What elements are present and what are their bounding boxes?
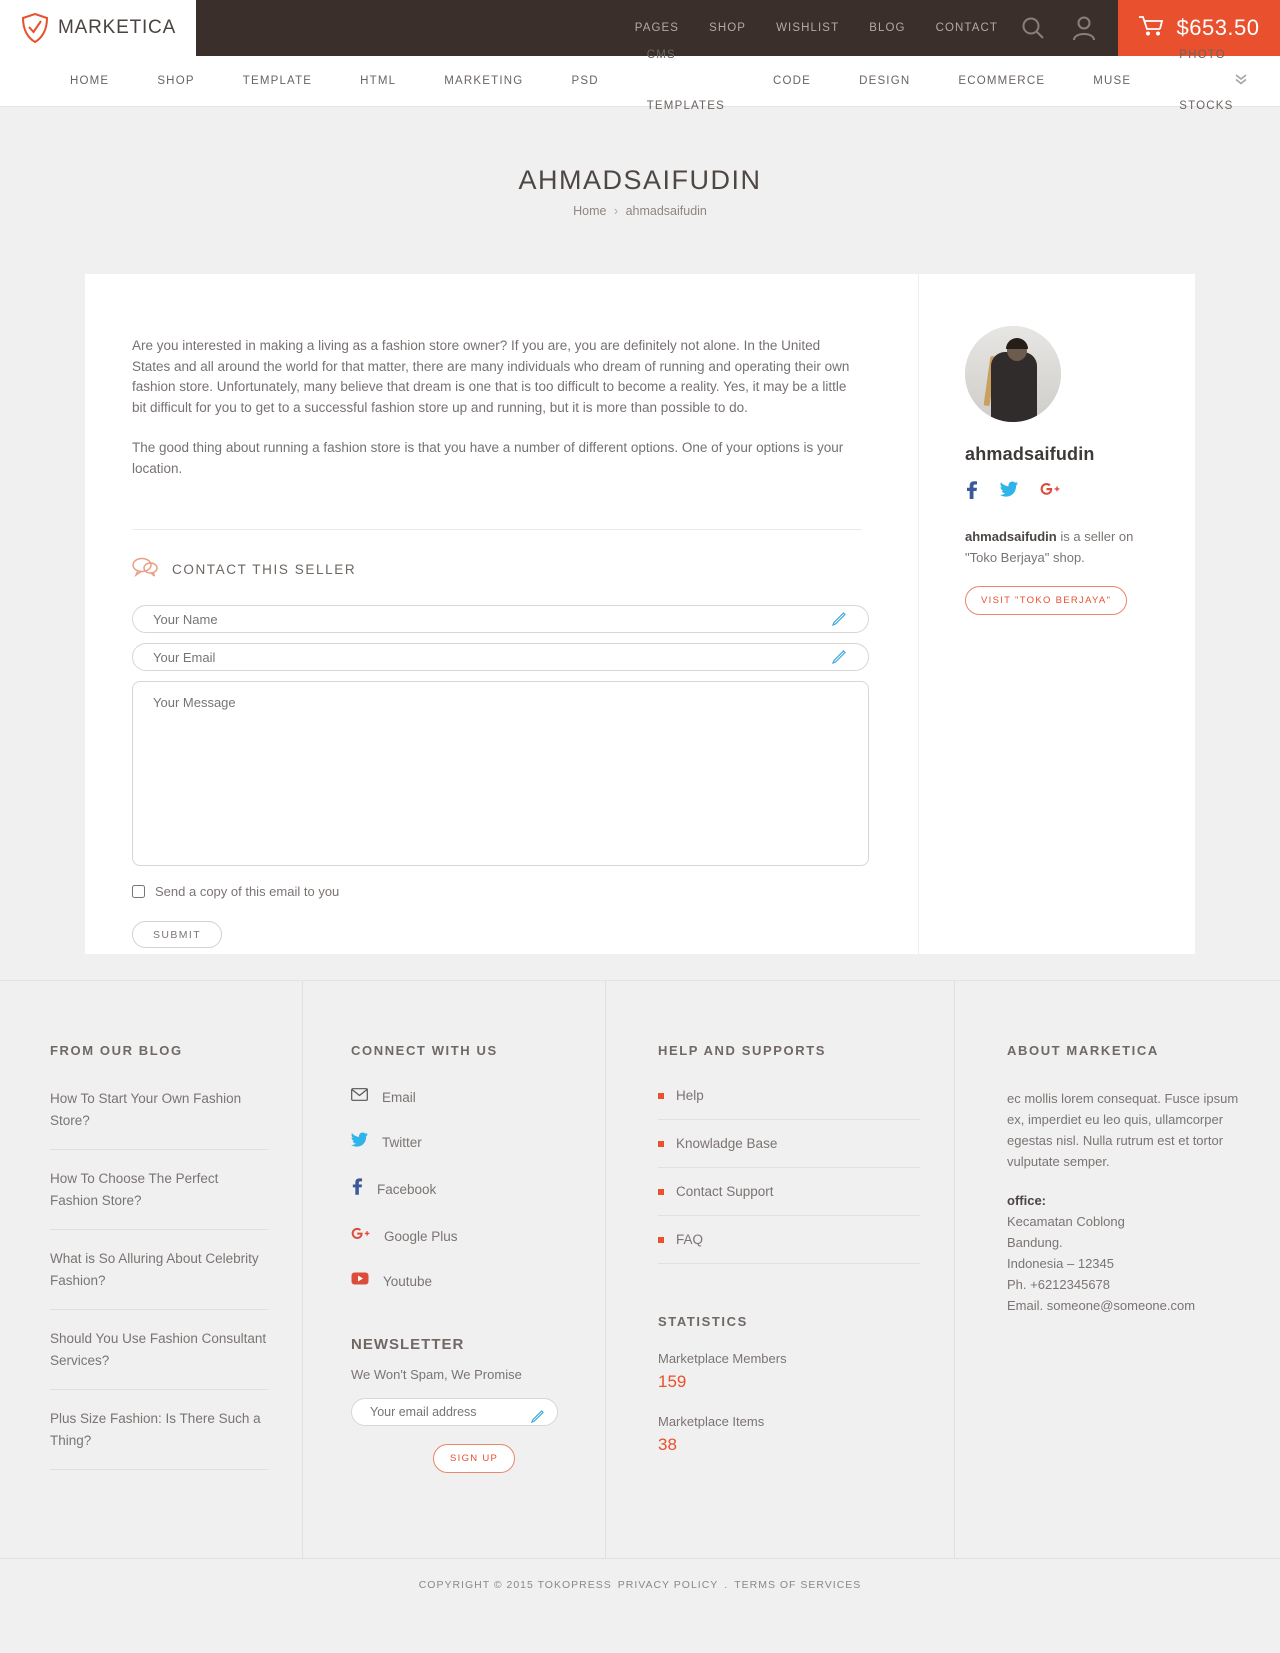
footer-help-heading: HELP AND SUPPORTS xyxy=(658,1043,827,1058)
footer-connect-heading: CONNECT WITH US xyxy=(351,1043,498,1058)
newsletter-email-input[interactable] xyxy=(351,1398,558,1426)
bullet-square-icon xyxy=(658,1093,664,1099)
list-item xyxy=(658,1088,920,1120)
profile-card xyxy=(85,274,1195,954)
newsletter-heading: NEWSLETTER xyxy=(351,1336,465,1353)
top-icon-group xyxy=(1020,0,1118,56)
bullet-square-icon xyxy=(658,1141,664,1147)
visit-shop-button[interactable]: VISIT "TOKO BERJAYA" xyxy=(965,586,1127,615)
footer-blog-heading: FROM OUR BLOG xyxy=(50,1043,183,1058)
breadcrumb-separator: › xyxy=(613,204,619,218)
breadcrumb-current: ahmadsaifudin xyxy=(625,204,707,218)
list-item xyxy=(50,1248,268,1310)
nav-item-psd[interactable]: PSD xyxy=(571,74,599,87)
google-plus-icon xyxy=(351,1226,370,1246)
top-nav-item-contact[interactable]: CONTACT xyxy=(935,22,998,34)
facebook-icon[interactable] xyxy=(965,481,978,504)
list-item[interactable] xyxy=(351,1132,571,1152)
list-item xyxy=(50,1168,268,1230)
google-plus-icon[interactable] xyxy=(1040,481,1060,504)
footer-help-link[interactable]: Contact Support xyxy=(676,1184,774,1199)
user-account-icon[interactable] xyxy=(1072,15,1096,41)
nav-item-muse[interactable]: MUSE xyxy=(1093,74,1132,87)
logo[interactable] xyxy=(0,0,196,56)
footer-office-line: Indonesia – 12345 xyxy=(1007,1256,1114,1271)
footer-about-heading: ABOUT MARKETICA xyxy=(1007,1043,1159,1058)
nav-item-html[interactable]: HTML xyxy=(360,74,397,87)
pencil-icon xyxy=(832,612,846,631)
seller-social-links xyxy=(965,481,1165,504)
seller-name: ahmadsaifudin xyxy=(965,444,1095,464)
nav-item-code[interactable]: CODE xyxy=(773,74,812,87)
top-nav-item-pages[interactable]: PAGES xyxy=(634,22,680,34)
list-item[interactable] xyxy=(351,1178,571,1200)
send-copy-row xyxy=(132,884,862,899)
chevron-double-down-icon[interactable] xyxy=(1234,72,1248,89)
newsletter-field-wrap xyxy=(351,1403,558,1420)
seller-paragraph-2: The good thing about running a fashion store is that you have a number of different options. One of your options is your location. xyxy=(132,440,844,476)
email-field-wrap xyxy=(132,643,862,671)
footer-blog-column xyxy=(0,981,303,1558)
top-nav xyxy=(196,0,1020,56)
newsletter-signup-button[interactable]: SIGN UP xyxy=(433,1444,515,1473)
bullet-square-icon xyxy=(658,1189,664,1195)
footer-blog-link[interactable]: Should You Use Fashion Consultant Services? xyxy=(50,1331,267,1368)
footer xyxy=(0,980,1280,1558)
seller-sidebar xyxy=(918,274,1195,954)
breadcrumb-home[interactable]: Home xyxy=(573,204,607,218)
contact-form-heading: CONTACT THIS SELLER xyxy=(172,562,357,577)
pencil-icon xyxy=(832,650,846,669)
page-header xyxy=(0,107,1280,274)
twitter-icon[interactable] xyxy=(1000,481,1018,504)
list-item xyxy=(658,1184,920,1216)
list-item[interactable] xyxy=(351,1088,571,1106)
list-item xyxy=(658,1136,920,1168)
footer-connect-label: Google Plus xyxy=(384,1228,458,1244)
footer-connect-label: Email xyxy=(382,1089,416,1105)
footer-connect-label: Facebook xyxy=(377,1181,437,1197)
footer-office-label: office: xyxy=(1007,1193,1046,1208)
submit-button[interactable]: SUBMIT xyxy=(132,921,222,948)
stat-label-members: Marketplace Members xyxy=(658,1351,787,1366)
seller-description-and-form xyxy=(85,274,918,954)
footer-connect-column xyxy=(303,981,606,1558)
footer-help-link[interactable]: FAQ xyxy=(676,1232,704,1247)
shield-check-icon xyxy=(22,13,48,43)
seller-paragraph-1: Are you interested in making a living as a fashion store owner? If you are, you are definitely not alone. In the United States and all around the world for that matter, there are many individuals who dream of running and operating their own fashion store. Unfortunately, many believe that dream is one that is too difficult to become a reality. Yes, it may be a little bit difficult for you to get to a successful fashion store up and running, but it is more than possible to do. xyxy=(132,338,850,415)
top-nav-item-wishlist[interactable]: WISHLIST xyxy=(776,22,840,34)
footer-help-link[interactable]: Help xyxy=(676,1088,704,1103)
footer-connect-list xyxy=(351,1088,571,1290)
list-item[interactable] xyxy=(351,1272,571,1290)
footer-blog-list xyxy=(50,1088,268,1470)
terms-of-services-link[interactable]: TERMS OF SERVICES xyxy=(734,1578,862,1591)
logo-text: MARKETICA xyxy=(58,17,177,38)
nav-item-template[interactable]: TEMPLATE xyxy=(242,74,313,87)
seller-description-name: ahmadsaifudin xyxy=(965,529,1057,544)
seller-description-rest: is a seller on "Toko Berjaya" shop. xyxy=(965,529,1134,565)
nav-item-ecommerce[interactable]: ECOMMERCE xyxy=(958,74,1046,87)
seller-description xyxy=(965,526,1165,568)
footer-about-column xyxy=(955,981,1280,1558)
chat-bubbles-icon xyxy=(132,556,158,583)
top-nav-item-shop[interactable]: SHOP xyxy=(709,22,747,34)
statistics-heading: STATISTICS xyxy=(658,1314,748,1329)
nav-item-design[interactable]: DESIGN xyxy=(859,74,911,87)
name-field-wrap xyxy=(132,605,862,633)
newsletter-subtext: We Won't Spam, We Promise xyxy=(351,1367,522,1382)
footer-blog-link[interactable]: What is So Alluring About Celebrity Fashion? xyxy=(50,1251,259,1288)
main-nav xyxy=(0,49,1280,112)
message-textarea[interactable] xyxy=(132,681,869,866)
page-title: AHMADSAIFUDIN xyxy=(518,165,762,195)
nav-item-cms-templates[interactable]: CMS TEMPLATES xyxy=(646,49,726,112)
list-item[interactable] xyxy=(351,1226,571,1246)
send-copy-label[interactable]: Send a copy of this email to you xyxy=(155,884,340,899)
contact-form-header xyxy=(132,556,862,583)
footer-blog-link[interactable]: How To Choose The Perfect Fashion Store? xyxy=(50,1171,219,1208)
footer-help-link[interactable]: Knowladge Base xyxy=(676,1136,778,1151)
copyright-text: COPYRIGHT © 2015 TOKOPRESS xyxy=(418,1578,612,1591)
footer-blog-link[interactable]: Plus Size Fashion: Is There Such a Thing? xyxy=(50,1411,261,1448)
copyright-bar xyxy=(0,1558,1280,1610)
nav-item-home[interactable]: HOME xyxy=(70,74,110,87)
footer-connect-label: Twitter xyxy=(382,1134,422,1150)
nav-item-marketing[interactable]: MARKETING xyxy=(444,74,524,87)
email-input[interactable] xyxy=(132,643,869,671)
footer-blog-link[interactable]: How To Start Your Own Fashion Store? xyxy=(50,1091,242,1128)
list-item xyxy=(658,1232,920,1264)
breadcrumb xyxy=(0,204,1280,218)
nav-item-shop[interactable]: SHOP xyxy=(157,74,195,87)
list-item xyxy=(50,1328,268,1390)
copyright-separator: . xyxy=(724,1578,729,1591)
name-input[interactable] xyxy=(132,605,869,633)
stat-value-items: 38 xyxy=(658,1435,677,1454)
envelope-icon xyxy=(351,1088,368,1106)
stat-label-items: Marketplace Items xyxy=(658,1414,765,1429)
stat-value-members: 159 xyxy=(658,1372,687,1391)
search-icon[interactable] xyxy=(1020,15,1046,41)
footer-office-line: Bandung. xyxy=(1007,1235,1063,1250)
facebook-icon xyxy=(351,1178,363,1200)
footer-office-line: Ph. +6212345678 xyxy=(1007,1277,1111,1292)
footer-about-text: ec mollis lorem consequat. Fusce ipsum ex, imperdiet eu leo quis, ullamcorper egestas nisl. Nulla rutrum est et tortor vulputate semper. xyxy=(1007,1091,1239,1169)
send-copy-checkbox[interactable] xyxy=(132,885,145,898)
divider xyxy=(132,529,862,530)
list-item xyxy=(50,1408,268,1470)
footer-help-list xyxy=(658,1088,920,1264)
pencil-icon xyxy=(531,1410,544,1428)
avatar xyxy=(965,326,1061,422)
list-item xyxy=(50,1088,268,1150)
footer-connect-label: Youtube xyxy=(383,1273,433,1289)
top-nav-item-blog[interactable]: BLOG xyxy=(869,22,906,34)
footer-office-line: Kecamatan Coblong xyxy=(1007,1214,1125,1229)
footer-office-line: Email. someone@someone.com xyxy=(1007,1298,1196,1313)
cart-total: $653.50 xyxy=(1176,15,1260,40)
content-wrap xyxy=(85,274,1195,954)
bullet-square-icon xyxy=(658,1237,664,1243)
footer-help-column xyxy=(606,981,955,1558)
twitter-icon xyxy=(351,1132,368,1152)
privacy-policy-link[interactable]: PRIVACY POLICY xyxy=(617,1578,719,1591)
youtube-icon xyxy=(351,1272,369,1290)
footer-office-block xyxy=(1007,1190,1246,1316)
nav-item-photo-stocks[interactable]: PHOTO STOCKS xyxy=(1179,49,1234,112)
